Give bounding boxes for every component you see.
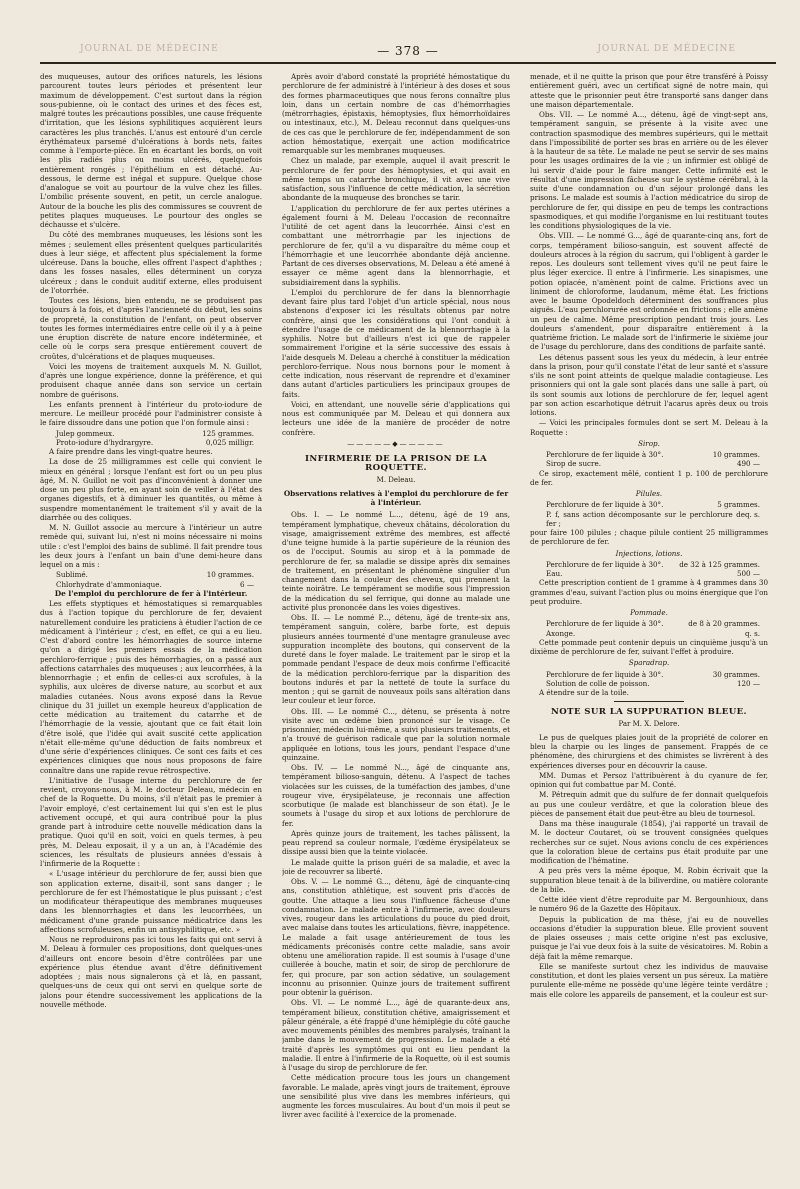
observation: Obs. VI. — Le nommé L..., âgé de quarante-deux ans, tempérament bilieux, constitution chétive, amaigrissement et pâleur générale, a été frappé d'une hémiplégie du côté gauche avec mouvements pénibles des membres paralysés, traînant la jambe dans le mouvement de progression. Le malade a été traité d'après les symptômes qui ont eu lieu pendant la maladie. Il entre à l'infirmerie de la Roquette, où il est soumis à l'usage du sirop de perchlorure de fer.	[282, 998, 510, 1072]
prescription-line	[40, 429, 262, 438]
observation: Obs. I. — Le nommé L..., détenu, âgé de 19 ans, tempérament lymphatique, cheveux châtains, décoloration du visage, amaigrissement extrême des membres, est affecté d'une teigne humide à la partie supérieure de la réunion des os de l'occiput. Soumis au sirop et à la pommade de perchlorure de fer, sa maladie se dissipe après dix semaines de traitement, en présentant le phénomène singulier d'un changement dans la couleur des cheveux, qui prennent la teinte noirâtre. Le tempérament se modifie sous l'impression de la médication du sel ferrique, qui donne au malade une activité plus prononcée dans les voies digestives.	[282, 510, 510, 612]
paragraph: Les effets styptiques et hémostatiques si remarquables dus à l'action topique du perchlorure de fer, devaient naturellement conduire les praticiens à étudier l'action de ce médicament à l'intérieur ; c'est, en effet, ce qui a eu lieu. C'est d'abord contre les hémorrhagies de source interne qu'on a dirigé les premiers essais de la médication perchloro-ferrique ; puis des hémorrhagies, on a passé aux affections catarrhales des muqueuses ; aux leucorrhées, à la blennorrhagie ; et enfin de celles-ci aux scrofules, à la syphilis, aux ulcères de diverse nature, au scorbut et aux maladies cutanées. Nous avons exposé dans la Revue clinique du 31 juillet un exemple heureux d'application de cette médication au traitement du catarrhe et de l'hémorrhagie de la vessie, ajoutant que ce fait était loin d'être isolé, que l'idée qui avait suscité cette application n'était elle-même qu'une déduction de faits nombreux et d'une série d'expériences cliniques. Ce sont ces faits et ces expériences cliniques que nous nous proposons de faire connaître dans une rapide revue rétrospective.	[40, 599, 262, 775]
formula-dose: 500 —	[736, 569, 760, 578]
observation: Après quinze jours de traitement, les taches pâlissent, la peau reprend sa couleur normale, l'œdème érysipélateux se dissipe aussi bien que la teinte violacée.	[282, 828, 510, 857]
formula-line	[530, 670, 768, 679]
formula-note: pour faire 100 pilules ; chaque pilule contient 25 milligrammes de perchlorure de fer.	[530, 528, 768, 547]
prescription-line	[40, 570, 262, 579]
formula-dose: 30 grammes.	[712, 669, 760, 679]
paragraph: MM. Dumas et Persoz l'attribuèrent à du cyanure de fer, opinion qui fut combattue par M. Conté.	[530, 770, 768, 789]
paragraph: des muqueuses, autour des orifices naturels, les lésions parcourent toutes leurs périodes et présentent leur maximum de développement. C'est surtout dans la région sous-pubienne, où le contact des urines et des fèces est, malgré toutes les précautions possibles, une cause fréquente d'irritation, que les lésions syphilitiques acquièrent leurs caractères les plus tranchés. L'anus est entouré d'un cercle érythémateux parsemé d'ulcérations à bords nets, faites comme à l'emporte-pièce. En en écartant les bords, on voit les plis radiés plus ou moins ulcérés, quelquefois entièrement rongés ; l'épithélium en est détaché. Au-dessous, le derme est inégal et suppure. Quelque chose d'analogue se voit au pourtour de la vulve chez les filles. L'ombilic présente souvent, en petit, un cercle analogue. Autour de la bouche les plis des commissures se couvrent de petites plaques muqueuses. Le pourtour des ongles se déchausse et s'ulcère.	[40, 72, 262, 229]
article-title: INFIRMERIE DE LA PRISON DE LA ROQUETTE.	[304, 454, 488, 474]
section-heading: De l'emploi du perchlorure de fer à l'intérieur.	[54, 588, 248, 598]
rx-dose: 125 grammes.	[202, 428, 254, 438]
column-3	[530, 72, 768, 1169]
paragraph: Cette idée vient d'être reproduite par M. Bergounhioux, dans le numéro 96 de la Gazette des Hôpitaux.	[530, 895, 768, 914]
formula-item: Perchlorure de fer liquide à 30°.	[546, 559, 664, 569]
formula-line	[530, 560, 768, 569]
formula-item: Solution de colle de poisson.	[546, 678, 650, 688]
formula-item: Perchlorure de fer liquide à 30°.	[546, 669, 664, 679]
formula-line	[530, 679, 768, 688]
paragraph: Les enfants prennent à l'intérieur du proto-iodure de mercure. Le meilleur procédé pour l'administrer consiste à le faire dissoudre dans une potion que l'on formule ainsi :	[40, 399, 262, 428]
paragraph: L'application du perchlorure de fer aux pertes utérines a également fourni à M. Deleau l'occasion de reconnaître l'utilité de cet agent dans la leucorrhée. Ainsi c'est en combattant une métrorrhagie par les injections de perchlorure de fer, qu'il a vu disparaître du même coup et l'hémorrhagie et une leucorrhée abondante déjà ancienne. Partant de ces diverses observations, M. Deleau a été amené à essayer ce même agent dans la blennorrhagie, et subsidiairement dans la syphilis.	[282, 203, 510, 287]
formula-title: Pilules.	[635, 489, 663, 498]
paragraph: Nous ne reproduirons pas ici tous les faits qui ont servi à M. Deleau à formuler ces propositions, dont quelques-unes d'ailleurs ont encore besoin d'être contrôlées par une expérience plus étendue avant d'être définitivement adoptées ; mais nous signalerons çà et là, en passant, quelques-uns de ceux qui ont servi en quelque sorte de jalons pour étendre successivement les applications de la nouvelle méthode.	[40, 935, 262, 1009]
rx-dose: 10 grammes.	[206, 570, 254, 580]
rx-item: Sublimé.	[56, 570, 88, 580]
formula-item: Eau.	[546, 569, 563, 578]
formula-dose: 5 grammes.	[717, 500, 760, 510]
paragraph: Voici, en attendant, une nouvelle série d'applications qui nous est communiquée par M. Deleau et qui donnera aux lecteurs une idée de la manière de procéder de notre confrère.	[282, 399, 510, 437]
formula-item: P. f, sans action décomposante sur le perchlorure de fer ;	[546, 509, 745, 528]
paragraph: L'emploi du perchlorure de fer dans la blennorrhagie devant faire plus tard l'objet d'un article spécial, nous nous abstenons d'exposer ici les résultats obtenus par notre confrère, ainsi que les considérations qui l'ont conduit à étendre l'usage de ce médicament de la blennorrhagie à la syphilis. Notre but d'ailleurs n'est ici que de rappeler sommairement l'origine et la série successive des essais à l'aide desquels M. Deleau a cherché à constituer la médication perchloro-ferrique. Nous nous bornons pour le moment à cette indication, nous réservant de reprendre et d'examiner dans autant d'articles particuliers les principaux groupes de faits.	[282, 287, 510, 399]
paragraph: M. N. Guillot associe au mercure à l'intérieur un autre remède qui, suivant lui, n'est ni moins nécessaire ni moins utile : c'est l'emploi des bains de sublimé. Il fait prendre tous les deux jours à l'enfant un bain d'une demi-heure dans lequel on a mis :	[40, 523, 262, 569]
rx-item: Julep gommeux.	[56, 428, 115, 438]
paragraph: Obs. VIII. — Le nommé G..., âgé de quarante-cinq ans, fort de corps, tempérament bilioso-sanguin, est souvent affecté de douleurs atroces à la région du sacrum, qui l'obligent à garder le repos. Les douleurs sont tellement vives qu'il ne peut faire le plus léger exercice. Il entre à l'infirmerie. Les sinapismes, une potion opiacée, n'amènent point de calme. Frictions avec un liniment de chloroforme, laudanum, même état. Les frictions avec le baume Opodeldoch déterminent des souffrances plus aiguës. L'eau perchlorurée est ordonnée en frictions ; elle amène un peu de calme. Même prescription pendant trois jours. Les douleurs s'amendent, pour disparaître entièrement à la quatrième friction. Le malade sort de l'infirmerie le sixième jour de l'usage du perchlorure, dans des conditions de parfaite santé.	[530, 231, 768, 352]
observation: Obs. V. — Le nommé G..., détenu, âgé de cinquante-cinq ans, constitution athlétique, est souvent pris d'accès de goutte. Une attaque a lieu sous l'influence fâcheuse d'une condamnation. Le malade entre à l'infirmerie, avec douleurs vives, rougeur dans les articulations du pouce du pied droit, avec malaise dans toutes les articulations, fièvre, inappétence. Le malade a fait usage antérieurement de tous les médicaments préconisés contre cette maladie, sans avoir obtenu une amélioration rapide. Il est soumis à l'usage d'une cuillerée à bouche, matin et soir, de sirop de perchlorure de fer, qui procure, par son action sédative, un soulagement inconnu au prisonnier. Quinze jours de traitement suffirent pour obtenir la guérison.	[282, 877, 510, 997]
paragraph: Dans ma thèse inaugurale (1854), j'ai rapporté un travail de M. le docteur Coutaret, où se trouvent consignées quelques recherches sur ce sujet. Nous avions conclu de ces expériences que la coloration bleue de certains pus était produite par une modification de l'hématine.	[530, 819, 768, 865]
note-author: Par M. X. Delore.	[618, 719, 680, 728]
paragraph: La dose de 25 milligrammes est celle qui convient le mieux en général ; lorsque l'enfant est fort ou un peu plus âgé, M. N. Guillot ne voit pas d'inconvénient à donner une dose un peu plus forte, en ayant soin de veiller à l'état des organes digestifs, et à diminuer les quantités, ou même à suspendre momentanément le traitement s'il y avait de la diarrhée ou des coliques.	[40, 457, 262, 522]
formula-dose: 120 —	[736, 678, 760, 688]
rx-dose: 6 —	[240, 579, 254, 589]
observation: Obs. III. — Le nommé C..., détenu, se présenta à notre visite avec un œdème bien prononcé sur le visage. Ce prisonnier, médecin lui-même, a suivi plusieurs traitements, et n'a trouvé de guérison radicale que par la solution normale appliquée en lotions, tous les jours, pendant l'espace d'une quinzaine.	[282, 706, 510, 762]
rx-item: Chlorhydrate d'ammoniaque.	[56, 579, 162, 589]
observation: Le malade quitte la prison guéri de sa maladie, et avec la joie de recouvrer sa liberté.	[282, 857, 510, 876]
formula-item: Sirop de sucre.	[546, 459, 601, 469]
prescription-line	[40, 438, 262, 447]
paragraph: Voici les moyens de traitement auxquels M. N. Guillot, d'après une longue expérience, donne la préférence, et qui produisent chaque année dans son service un certain nombre de guérisons.	[40, 361, 262, 399]
formula-dose: 490 —	[736, 459, 760, 469]
paragraph: A peu près vers la même époque, M. Robin écrivait que la suppuration bleue tenait à de la biliverdine, ou matière colorante de la bile.	[530, 866, 768, 894]
page-header	[40, 40, 776, 64]
show-through-text-right: JOURNAL DE MÉDECINE	[597, 44, 736, 54]
paragraph: menade, et il ne quitte la prison que pour être transféré à Poissy entièrement guéri, avec un certificat signé de notre main, qui atteste que le prisonnier peut être transporté sans danger dans une maison départementale.	[530, 72, 768, 109]
paragraph: Le pus de quelques plaies jouit de la propriété de colorer en bleu la charpie ou les linges de pansement. Frappés de ce phénomène, des chirurgiens et des chimistes se livrèrent à des expériences diverses pour en découvrir la cause.	[530, 732, 768, 770]
observation: Obs. IV. — Le nommé N..., âgé de cinquante ans, tempérament bilioso-sanguin, détenu. A l'aspect de taches violacées sur les cuisses, de la tuméfaction des jambes, d'une rougeur vive, érysipélateuse, je reconnais une affection scorbutique (le malade est blanchisseur de son état). Je le soumets à l'usage du sirop et aux lotions de perchlorure de fer.	[282, 763, 510, 828]
paragraph: Depuis la publication de ma thèse, j'ai eu de nouvelles occasions d'étudier la suppuration bleue. Elle provient souvent de plaies osseuses ; mais cette origine n'est pas exclusive, puisque je l'ai vue deux fois à la suite de vésicatoires. M. Robin a déjà fait la même remarque.	[530, 914, 768, 961]
formula-dose: de 32 à 125 grammes.	[679, 559, 760, 569]
note-title: NOTE SUR LA SUPPURATION BLEUE.	[551, 707, 747, 718]
paragraph: Elle se manifeste surtout chez les individus de mauvaise constitution, et dont les plaies versent un pus séreux. La matière purulente elle-même ne possède qu'une légère teinte verdâtre ; mais elle colore les appareils de pansement, et la couleur est sur-	[530, 961, 768, 999]
formula-title: Sirop.	[638, 438, 660, 448]
formula-title: Injections, lotions.	[615, 548, 683, 558]
paragraph: A faire prendre dans les vingt-quatre heures.	[49, 447, 213, 456]
formula-line	[530, 510, 768, 529]
show-through-text-left: JOURNAL DE MÉDECINE	[80, 44, 219, 54]
formula-note: Cette pommade peut contenir depuis un cinquième jusqu'à un dixième de perchlorure de fer, suivant l'effet à produire.	[530, 637, 768, 656]
formula-item: Axonge.	[546, 628, 576, 638]
ornament-divider: —————◆—————	[347, 439, 445, 448]
paragraph: Obs. VII. — Le nommé A..., détenu, âgé de vingt-sept ans, tempérament sanguin, se présente à la visite avec une contraction spasmodique des membres supérieurs, qui le mettait dans l'impossibilité de porter ses bras en arrière ou de les élever à la hauteur de sa tête. Le malade ne peut se servir de ses mains pour les usages ordinaires de la vie ; un infirmier est obligé de lui servir d'aide pour le faire manger. Cette infirmité est le résultat d'une impression fâcheuse sur le système cérébral, à la suite d'une condamnation ou d'un séjour prolongé dans les prisons. Le malade est soumis à l'action médicatrice du sirop de perchlorure de fer, qui dissipe en peu de temps les contractions spasmodiques, et qui modifie l'organisme en lui restituant toutes les conditions physiologiques de la vie.	[530, 110, 768, 230]
formula-dose: 10 grammes.	[712, 450, 760, 459]
observation: Obs. II. — Le nommé P..., détenu, âgé de trente-six ans, tempérament sanguin, colère, barbe forte, est depuis plusieurs années tourmenté d'une mentagre granuleuse avec suppuration incomplète des boutons, qui conservent de la dureté dans le foyer malade. Le traitement par le sirop et la pommade pendant l'espace de deux mois confirme l'efficacité de la médication perchloro-ferrique par la disparition des boutons indurés et par la netteté de toute la surface du menton ; qui se garnit de nouveaux poils sans altération dans leur couleur et leur force.	[282, 613, 510, 706]
rx-dose: 0,025 milligr.	[205, 437, 254, 447]
formula-title: Pommade.	[630, 608, 668, 617]
divider-rule	[614, 701, 684, 702]
formula-line	[530, 500, 768, 509]
paragraph: Du côté des membranes muqueuses, les lésions sont les mêmes ; seulement elles présentent quelques particularités dues à leur siége, et affectent plus spécialement la forme ulcéreuse. Dans la bouche, elles offrent l'aspect d'aphthes ; dans les fosses nasales, elles déterminent un coryza ulcéreux ; dans le conduit auditif externe, elles produisent de l'otorrhée.	[40, 230, 262, 295]
article-author: M. Deleau.	[376, 475, 416, 484]
paragraph: « L'usage intérieur du perchlorure de fer, aussi bien que son application externe, disait-il, sont sans danger ; le perchlorure de fer est l'hémostatique le plus puissant ; c'est un modificateur thérapeutique des membranes muqueuses dans les blennorrhagies et dans les leucorrhées, un médicament d'une grande puissance médicatrice dans les affections scrofuleuses, enfin un antisyphilitique, etc. »	[40, 869, 262, 934]
formula-line	[530, 459, 768, 468]
page-number: — 378 —	[377, 44, 439, 58]
formula-note: Ce sirop, exactement mêlé, contient 1 p. 100 de perchlorure de fer.	[530, 468, 768, 487]
formula-line	[530, 569, 768, 578]
formula-dose: q. s.	[744, 509, 760, 519]
observation: Cette médication procure tous les jours un changement favorable. Le malade, après vingt jours de traitement, éprouve une sensibilité plus vive dans les membres inférieurs, qui augmente les forces musculaires. Au bout d'un mois il peut se livrer avec facilité à l'exercice de la promenade.	[282, 1073, 510, 1120]
formula-dose: q. s.	[744, 628, 760, 638]
article-subtitle: Observations relatives à l'emploi du perchlorure de fer à l'intérieur.	[283, 488, 509, 507]
paragraph: L'initiative de l'usage interne du perchlorure de fer revient, croyons-nous, à M. le docteur Deleau, médecin en chef de la Roquette. Du moins, s'il n'était pas le premier à l'avoir employé, c'est certainement lui qui s'en est le plus activement occupé, et qui aura contribué pour la plus grande part à introduire cette nouvelle médication dans la pratique. Quoi qu'il en soit, voici en quels termes, à peu près, M. Deleau exposait, il y a un an, à l'Académie des sciences, les résultats de plusieurs années d'essais à l'infirmerie de la Roquette :	[40, 775, 262, 868]
formula-item: Perchlorure de fer liquide à 30°.	[546, 450, 664, 459]
formula-line	[530, 450, 768, 459]
formula-line	[530, 619, 768, 628]
paragraph: M. Pétrequin admit que du sulfure de fer donnait quelquefois au pus une couleur verdâtre, et que la coloration bleue des pièces de pansement était due peut-être au bleu de tournesol.	[530, 790, 768, 818]
formula-title: Sparadrap.	[628, 658, 670, 668]
formula-item: Perchlorure de fer liquide à 30°.	[546, 619, 664, 629]
paragraph: Chez un malade, par exemple, auquel il avait prescrit le perchlorure de fer pour des hémoptysies, et qui avait en même temps un catarrhe bronchique, il vit avec une vive satisfaction, sous l'influence de cette médication, la sécrétion abondante de la muqueuse des bronches se tarir.	[282, 156, 510, 203]
formula-item: Perchlorure de fer liquide à 30°.	[546, 500, 664, 510]
formula-line	[530, 629, 768, 638]
formula-note: A étendre sur de la toile.	[539, 688, 629, 697]
paragraph: Les détenus passent sous les yeux du médecin, à leur entrée dans la prison, pour qu'il constate l'état de leur santé et s'assure s'ils ne sont point atteints de quelque maladie contagieuse. Les prisonniers qui ont la gale sont placés dans une salle à part, où ils sont soumis aux lotions de perchlorure de fer, lequel agent par son action escarhotique détruit l'acarus après deux ou trois lotions.	[530, 352, 768, 417]
column-2	[282, 72, 510, 1169]
formula-dose: de 8 à 20 grammes.	[688, 619, 760, 629]
prescription-line	[40, 580, 262, 589]
paragraph: Toutes ces lésions, bien entendu, ne se produisent pas toujours à la fois, et d'après l'ancienneté du début, les soins de propreté, la constitution de l'enfant, on peut observer toutes les formes intermédiaires entre celle où il y a à peine une éruption discrète de nature encore indéterminée, et celle où le corps sera presque entièrement couvert de croûtes, d'ulcérations et de plaques muqueuses.	[40, 296, 262, 361]
rx-item: Proto-iodure d'hydrargyre.	[56, 437, 154, 447]
formula-note: Cette prescription contient de 1 gramme à 4 grammes dans 30 grammes d'eau, suivant l'action plus ou moins énergique que l'on peut produire.	[530, 578, 768, 606]
column-1	[40, 72, 262, 1169]
paragraph: Après avoir d'abord constaté la propriété hémostatique du perchlorure de fer administré à l'intérieur à des doses et sous des formes pharmaceutiques que nous ferons connaître plus loin, dans un certain nombre de cas d'hémorrhagies (métrorrhagies, épistaxis, hémoptysies, flux hémorrhoïdaires ou intestinaux, etc.), M. Deleau reconnut dans quelques-uns de ces cas que le perchlorure de fer, indépendamment de son action hémostatique, exerçait une action modificatrice remarquable sur les membranes muqueuses.	[282, 72, 510, 155]
paragraph: — Voici les principales formules dont se sert M. Deleau à la Roquette :	[530, 418, 768, 437]
